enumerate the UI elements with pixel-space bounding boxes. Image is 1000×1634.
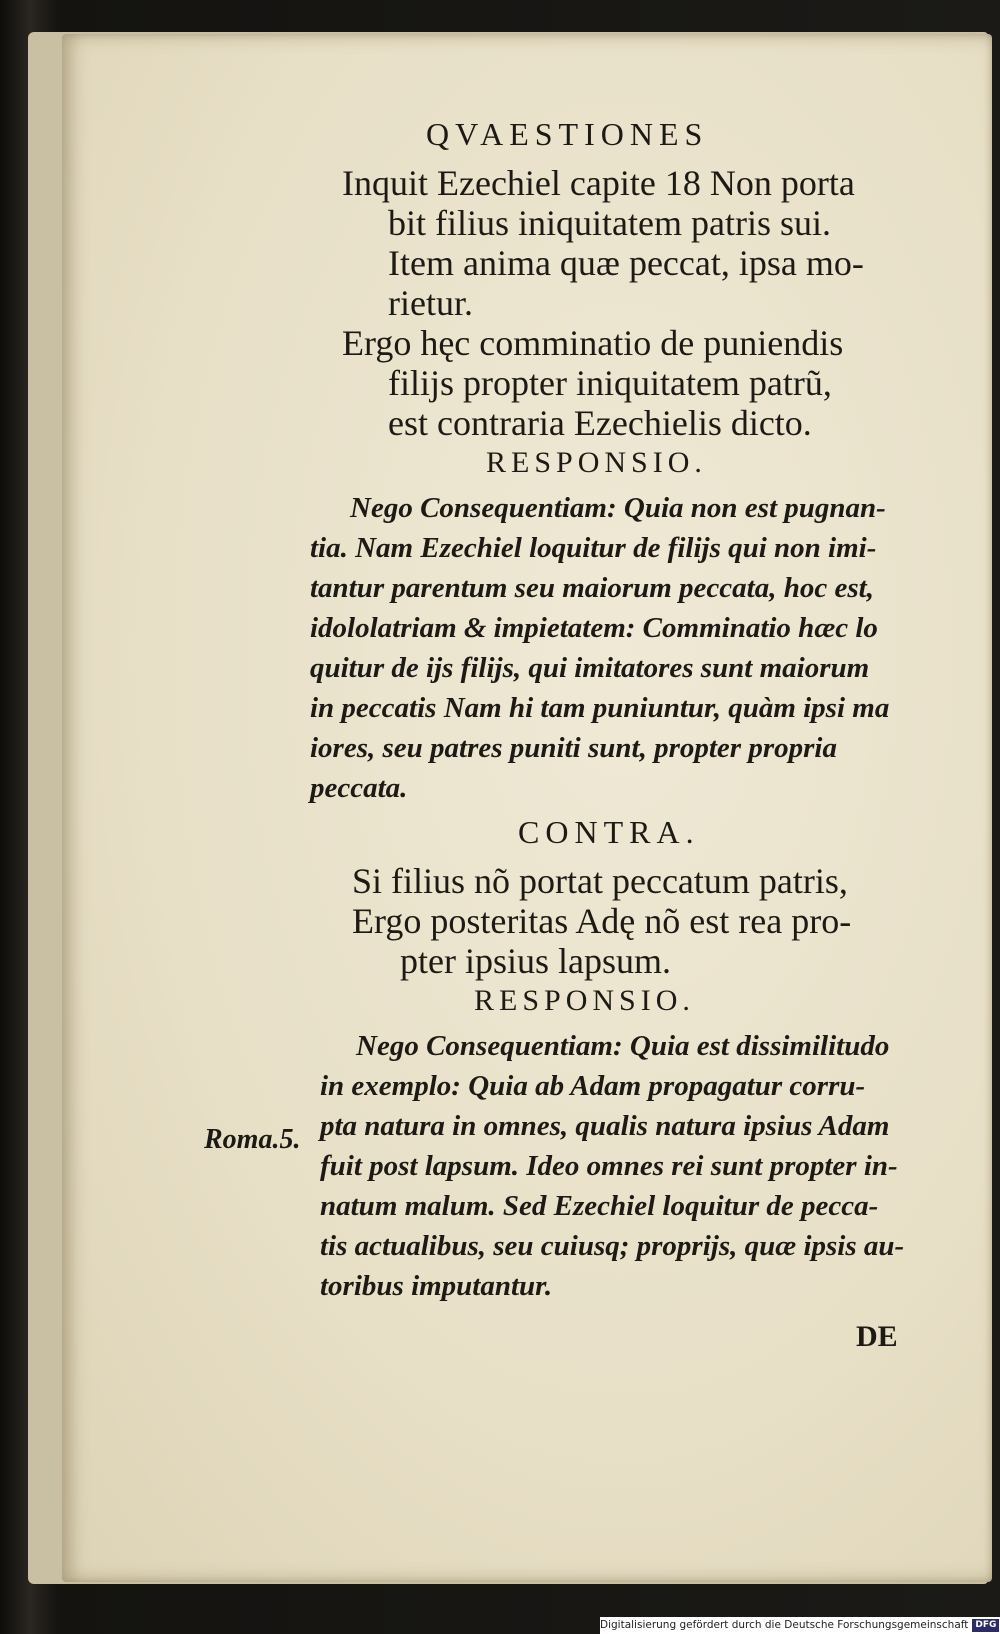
book-page (62, 34, 992, 1582)
text-line: fuit post lapsum. Ideo omnes rei sunt propter in- (320, 1150, 898, 1182)
text-line: Nego Consequentiam: Quia est dissimilitudo (356, 1030, 890, 1062)
margin-note: Roma.5. (204, 1124, 301, 1155)
text-line: Nego Consequentiam: Quia non est pugnan- (350, 492, 886, 524)
text-line: rietur. (388, 283, 473, 323)
text-line: toribus imputantur. (320, 1270, 553, 1302)
section-heading-responsio: RESPONSIO. (474, 984, 695, 1017)
text-line: Si filius nõ portat peccatum patris, (352, 861, 848, 901)
text-line: bit filius iniquitatem patris sui. (388, 203, 831, 243)
text-line: in peccatis Nam hi tam puniuntur, quàm ipsi ma (310, 692, 890, 724)
text-line: pter ipsius lapsum. (400, 941, 671, 981)
text-line: quitur de ijs filijs, qui imitatores sunt maiorum (310, 652, 870, 684)
text-line: tis actualibus, seu cuiusq; proprijs, quæ ipsis au- (320, 1230, 905, 1262)
digitization-credit (600, 1617, 1000, 1634)
text-line: pta natura in omnes, qualis natura ipsius Adam (320, 1110, 890, 1142)
text-line: in exemplo: Quia ab Adam propagatur corru- (320, 1070, 866, 1102)
text-line: Item anima quæ peccat, ipsa mo- (388, 243, 864, 283)
dfg-logo: DFG (972, 1619, 999, 1632)
text-line: filijs propter iniquitatem patrũ, (388, 363, 832, 403)
catchword: DE (856, 1320, 898, 1353)
text-line: natum malum. Sed Ezechiel loquitur de pecca- (320, 1190, 879, 1222)
running-header: QVAESTIONES (426, 116, 709, 152)
text-line: idololatriam & impietatem: Comminatio hæc lo (310, 612, 878, 644)
text-line: est contraria Ezechielis dicto. (388, 403, 812, 443)
text-line: Ergo hęc comminatio de puniendis (342, 323, 844, 363)
text-line: tia. Nam Ezechiel loquitur de filijs qui non imi- (310, 532, 877, 564)
text-line: Ergo posteritas Adę nõ est rea pro- (352, 901, 852, 941)
section-heading-contra: CONTRA. (518, 814, 700, 850)
section-heading-responsio: RESPONSIO. (486, 446, 707, 479)
text-line: tantur parentum seu maiorum peccata, hoc est, (310, 572, 874, 604)
text-line: iores, seu patres puniti sunt, propter propria (310, 732, 837, 764)
credit-text: Digitalisierung gefördert durch die Deutsche Forschungsgemeinschaft (600, 1619, 969, 1631)
text-line: peccata. (310, 772, 408, 804)
text-line: Inquit Ezechiel capite 18 Non porta (342, 163, 855, 203)
